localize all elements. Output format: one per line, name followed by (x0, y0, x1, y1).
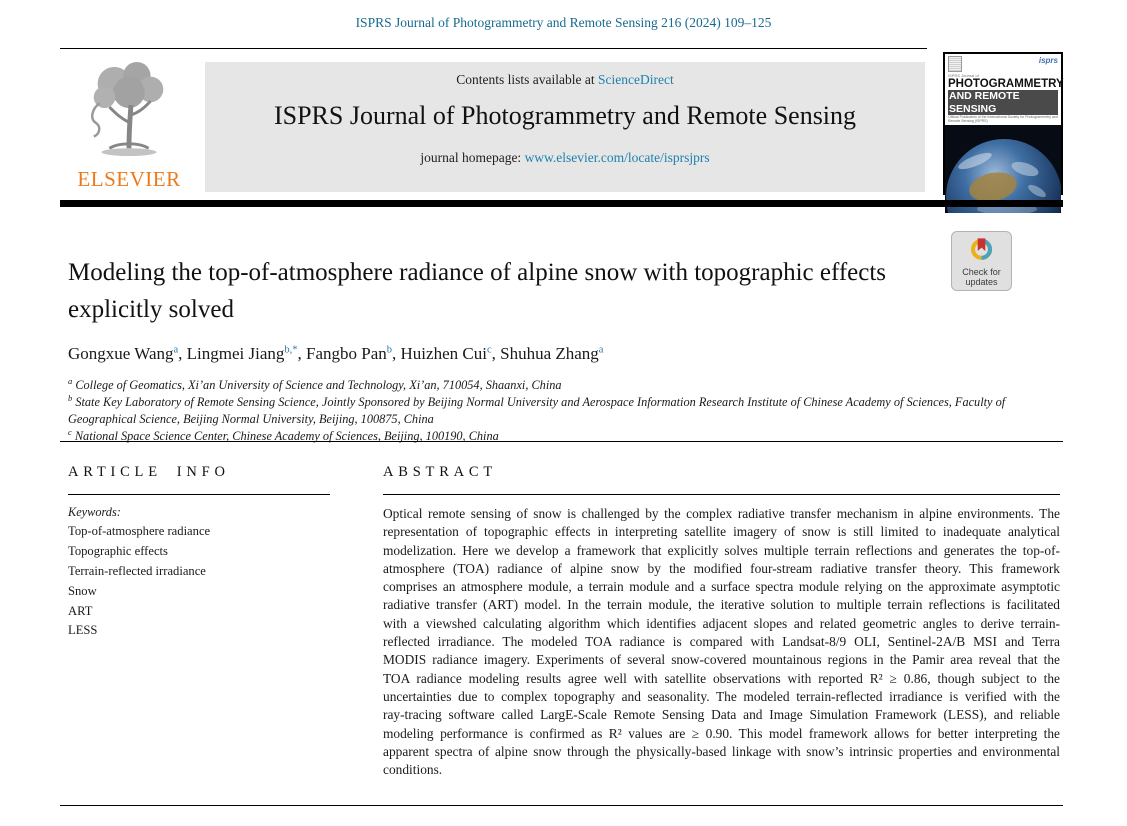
author-affil-sup: a (598, 344, 604, 356)
keywords-label: Keywords: (68, 505, 121, 519)
keyword-item: ART (68, 603, 93, 618)
cover-isprs-logo: isprs (1038, 56, 1058, 65)
header-top-rule (60, 48, 927, 49)
article-info-heading: ARTICLE INFO (68, 464, 230, 480)
abstract-text: Optical remote sensing of snow is challenged by the complex radiative transfer mechanism in alpine environments. The representation of topographic effects in interpreting satellite imagery of snow is still limited to inadequate analytical modelization. Here we develop a framework that explicitly solves multiple terrain reflections and generates the top-of-atmosphere (TOA) radiance of alpine snow by the modified four-stream radiative transfer theory. This framework comprises an atmosphere module, a terrain module and a surface spectra module relying on the approximate asymptotic radiative transfer (ART) model. In the terrain module, the iterative solution to multiple terrain reflections is facilitated with a viewshed calculating algorithm which identifies adjacent slopes and related geometric angles to derive terrain-reflected irradiance. The modeled TOA radiance is compared with Landsat-8/9 OLI, Sentinel-2A/B MSI and Terra MODIS radiance imagery. Experiments of several snow-covered mountainous regions in the Pamir area reveal that the TOA radiance modeling results agree well with satellite observations with reported R² ≥ 0.86, though subject to the uncertainties due to complex topography and seasonality. The modeled terrain-reflected irradiance is verified with the ray-tracing software called LargE-Scale Remote Sensing Data and Image Simulation Framework (LESS), and reliable modeling performance is confirmed as R² values are ≥ 0.90. This model framework allows for better interpreting the apparent spectra of alpine snow through the physically-based linkage with snow’s intrinsic properties and environmental conditions. (383, 506, 1060, 778)
author-name: Gongxue Wang (68, 344, 174, 363)
thick-divider-bar (60, 200, 1063, 207)
author: Fangbo Pan$^b$, (306, 344, 401, 363)
keyword-item: Top-of-atmosphere radiance (68, 524, 211, 538)
author-affil-sup: a (173, 344, 179, 356)
author-name: Fangbo Pan (306, 344, 387, 363)
affiliation-b: $^b$ State Key Laboratory of Remote Sensing Science, Jointly Sponsored by Beijing Normal University and Aerospace Information Research Institute of Chinese Academy of Sciences, Faculty of Geographical Science, Beijing Normal University, Beijing, 100875, China (68, 393, 1006, 426)
affiliation-c: $^c$ National Space Science Center, Chinese Academy of Sciences, Beijing, 100190, China (68, 427, 499, 444)
cover-logos (948, 56, 1058, 71)
author (500, 344, 603, 363)
abstract-rule (383, 494, 1060, 495)
elsevier-tree-icon (80, 149, 178, 166)
abstract-column (383, 464, 1060, 779)
keyword-item: Topographic effects (68, 543, 168, 558)
journal-citation: ISPRS Journal of Photogrammetry and Remote Sensing 216 (2024) 109–125 (355, 15, 772, 30)
journal-cover-thumbnail (943, 52, 1063, 195)
keyword-item: Snow (68, 583, 97, 598)
cover-title-line2: AND REMOTE SENSING (948, 90, 1058, 115)
badge-line2: updates (965, 277, 998, 288)
author: Huizhen Cui$^c$, (400, 344, 501, 363)
cover-series-label: ISPRS Journal of (948, 73, 979, 78)
author-affil-sup: b (386, 344, 393, 356)
article-title: Modeling the top-of-atmosphere radiance of alpine snow with topographic effects explicitly solved (68, 259, 887, 323)
journal-banner (205, 62, 925, 192)
elsevier-logo (64, 58, 194, 194)
cover-elsevier-mini-logo-icon (948, 56, 962, 72)
elsevier-wordmark: ELSEVIER (77, 167, 181, 191)
homepage-link[interactable]: www.elsevier.com/locate/isprsjprs (524, 150, 710, 165)
author-name: Huizhen Cui (400, 344, 487, 363)
cover-subtitle: Official Publication of the International Society for Photogrammetry and Remote Sensing (ISPRS) (948, 115, 1058, 124)
affiliations (68, 376, 1068, 445)
check-for-updates-badge[interactable] (951, 231, 1012, 291)
affiliation-a: $^a$ College of Geomatics, Xi’an University of Science and Technology, Xi’an, 710054, Shaanxi, China (68, 376, 562, 393)
section-top-rule (60, 441, 1063, 442)
author: Lingmei Jiang$^{b,*}$, (186, 344, 307, 363)
sciencedirect-link[interactable]: ScienceDirect (598, 72, 674, 87)
homepage-line (205, 150, 925, 166)
author-name: Shuhua Zhang (500, 344, 599, 363)
article-info-column (68, 464, 330, 641)
page-bottom-rule (60, 805, 1063, 806)
badge-line1: Check for (962, 267, 1001, 277)
author: Gongxue Wang$^a$, (68, 344, 187, 363)
abstract-heading: ABSTRACT (383, 464, 498, 480)
contents-text: Contents lists available at (456, 72, 598, 87)
keyword-item: Terrain-reflected irradiance (68, 563, 206, 578)
contents-line (205, 62, 925, 88)
cover-title-line1: PHOTOGRAMMETRY (948, 78, 1064, 90)
journal-name: ISPRS Journal of Photogrammetry and Remote Sensing (273, 101, 857, 130)
author-affil-sup: b,* (284, 344, 298, 356)
homepage-label: journal homepage: (420, 150, 525, 165)
author-line (68, 344, 968, 364)
article-info-rule (68, 494, 330, 495)
badge-text (952, 267, 1011, 287)
author-name: Lingmei Jiang (186, 344, 285, 363)
crossmark-icon (968, 249, 995, 266)
keyword-item: LESS (68, 623, 98, 638)
author-affil-sup: c (486, 344, 492, 356)
